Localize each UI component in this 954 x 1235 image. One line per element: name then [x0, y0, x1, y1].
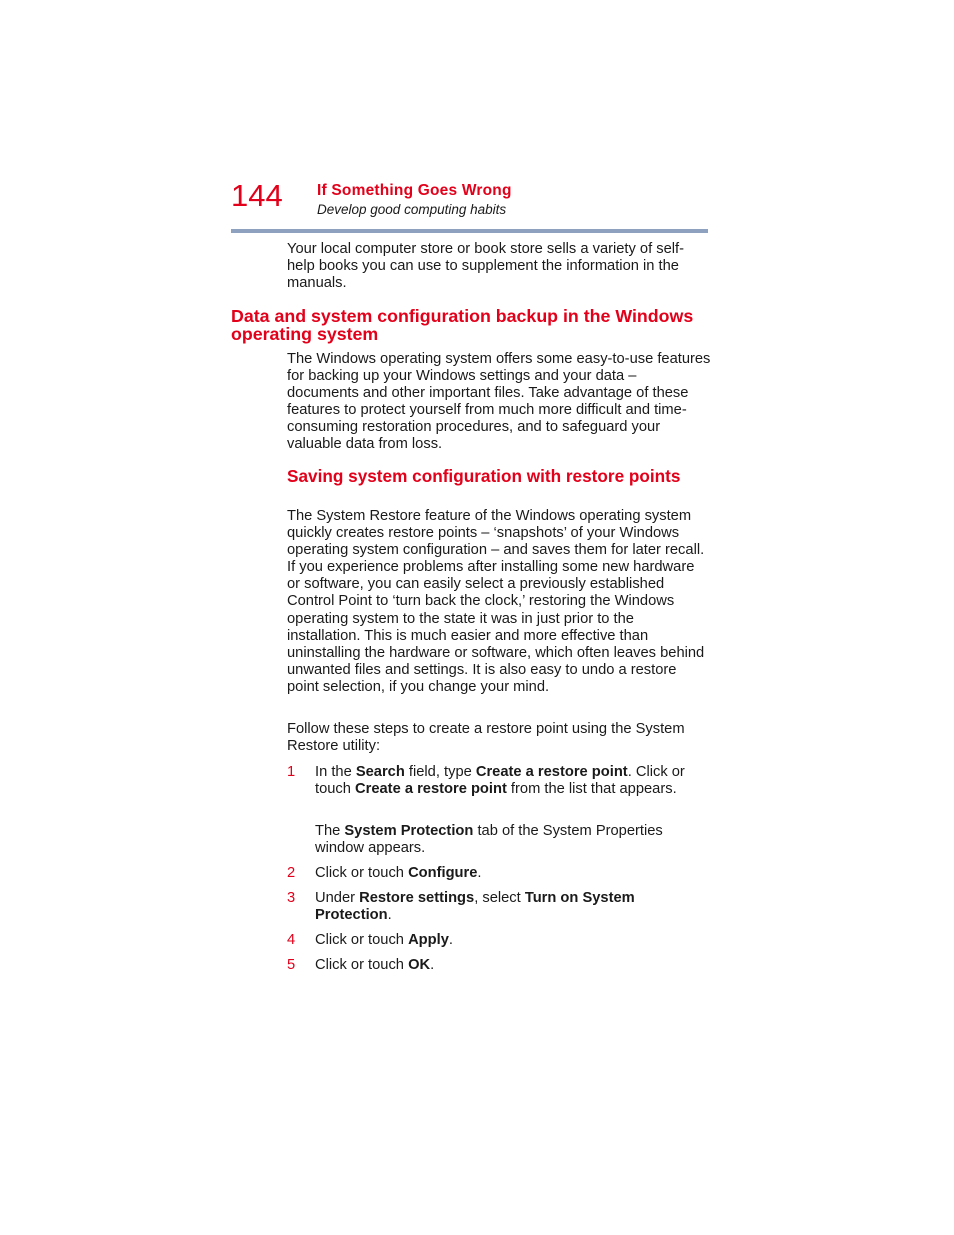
step-number: 2: [287, 865, 296, 881]
page-number: 144: [231, 178, 283, 213]
step-text: Click or touch OK.: [315, 957, 435, 973]
section-heading-backup: Data and system configuration backup in the Windows operating system: [231, 306, 694, 344]
backup-paragraph: The Windows operating system offers some easy-to-use features for backing up your Windows settings and your data – documents and other important files. Take advantage of these features to protect yourself from much more difficult and time-consuming restoration procedures, and to safeguard your valuable data from loss.: [287, 351, 711, 453]
step-number: 5: [287, 957, 296, 973]
header-divider: [231, 229, 708, 233]
step-number: 4: [287, 932, 296, 948]
chapter-title: If Something Goes Wrong: [317, 182, 512, 199]
step-text: Click or touch Apply.: [315, 932, 453, 948]
step-text: Click or touch Configure.: [315, 865, 482, 881]
restore-points-paragraph: The System Restore feature of the Windows operating system quickly creates restore points – ‘snapshots’ of your Windows operating system configuration – and saves them for later recall. If you experience problems after installing some new hardware or software, you can easily select a previously established Control Point to ‘turn back the clock,’ restoring the Windows operating system to the state it was in just prior to the installation. This is much easier and more effective than uninstalling the hardware or software, which often leaves behind unwanted files and settings. It is also easy to undo a restore point selection, if you change your mind.: [287, 508, 705, 695]
step-text: Under Restore settings, select Turn on System Protection.: [315, 890, 635, 924]
step-text: In the Search field, type Create a restore point. Click or touch Create a restore point from the list that appears.: [315, 764, 685, 798]
section-heading-restore-points: Saving system configuration with restore points: [287, 466, 681, 486]
intro-paragraph: Your local computer store or book store sells a variety of self-help books you can use to supplement the information in the manuals.: [287, 241, 685, 292]
section-subtitle: Develop good computing habits: [317, 202, 507, 217]
step-1-result: The System Protection tab of the System Properties window appears.: [315, 823, 663, 857]
steps-intro: Follow these steps to create a restore point using the System Restore utility:: [287, 721, 685, 755]
step-number: 3: [287, 890, 296, 906]
step-number: 1: [287, 764, 296, 780]
